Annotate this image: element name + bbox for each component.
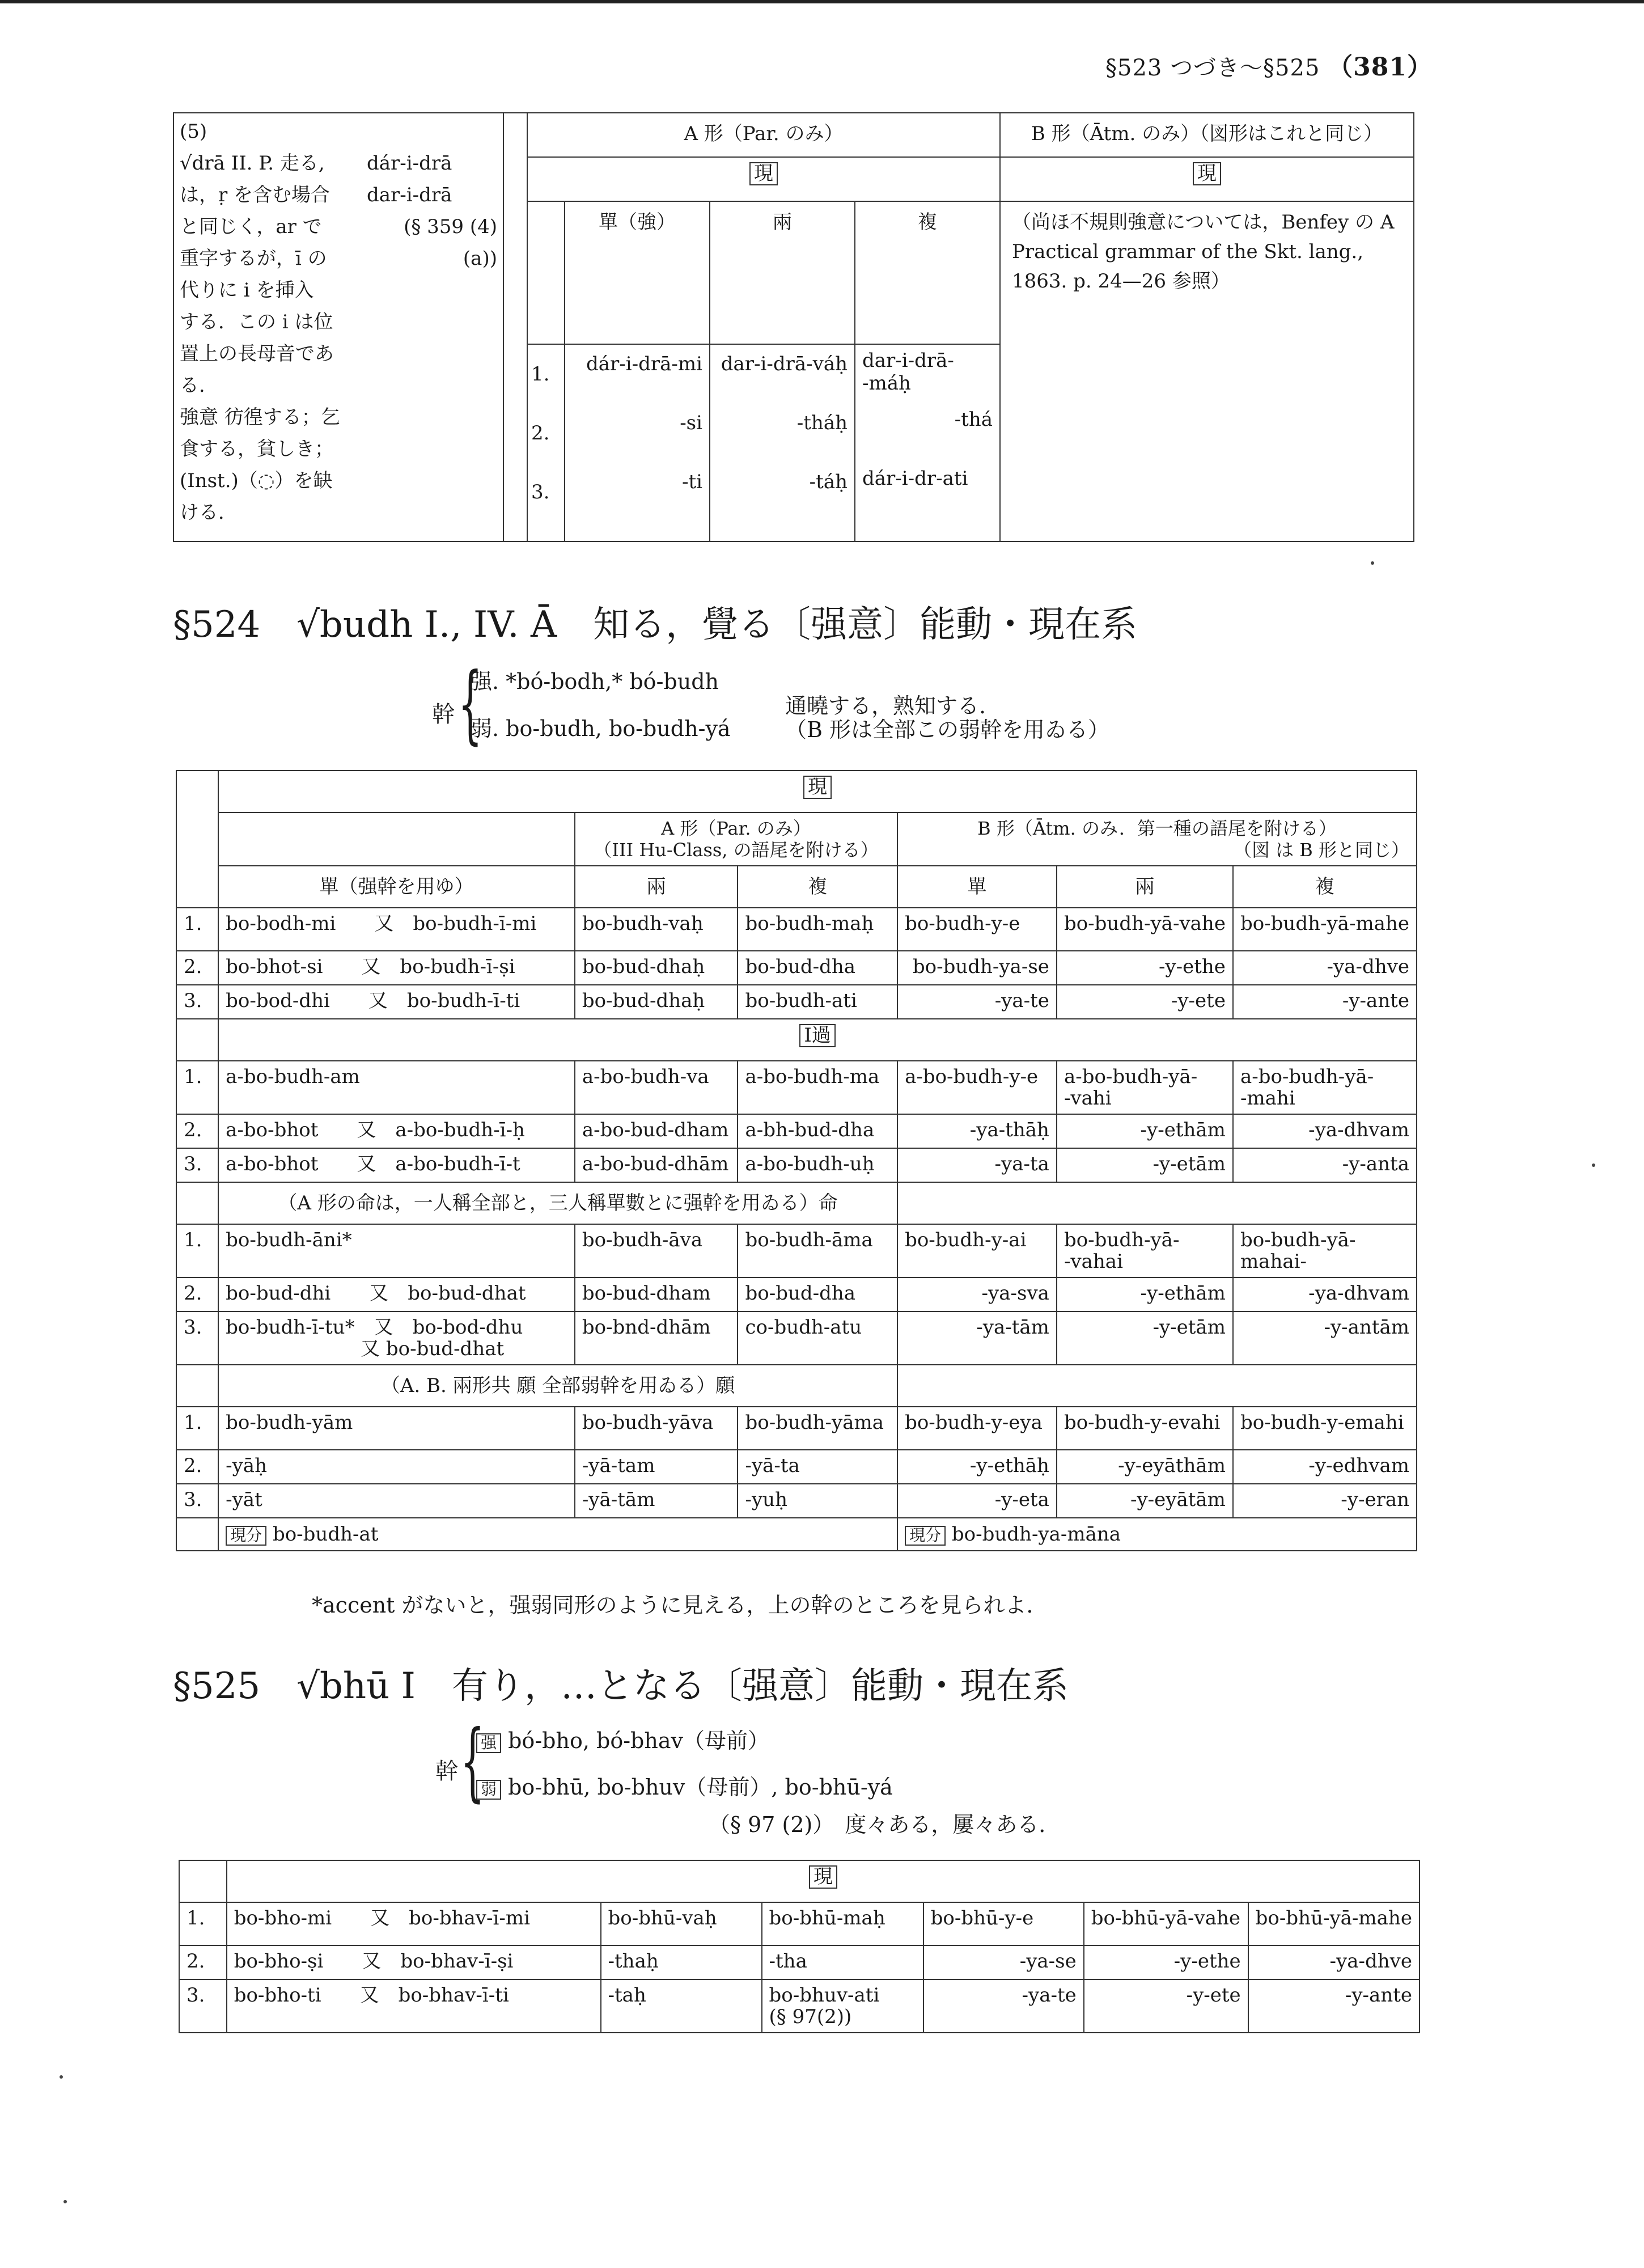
table-row xyxy=(179,1945,1420,1979)
form-cell: bo-bod-dhi 又 bo-budh-ī-ti xyxy=(218,985,575,1019)
form-line: (§ 359 (4) xyxy=(404,215,497,238)
form-cell: -yāt xyxy=(218,1484,575,1518)
section-525-title: §525 √bhū I 有り，…となる〔强意〕能動・現在系 xyxy=(173,1665,1069,1707)
form-cell: a-bo-bhot 又 a-bo-budh-ī-t xyxy=(218,1148,575,1182)
participle-b-form: bo-budh-ya-māna xyxy=(951,1523,1121,1546)
form-cell: -ya-sva xyxy=(897,1277,1057,1311)
row-number: 3. xyxy=(176,985,218,1019)
num-1: 1. xyxy=(531,363,550,386)
form-cell: bo-budh-yāma xyxy=(738,1407,897,1450)
t3-blank-corner xyxy=(179,1860,227,1902)
form-cell: -taḥ xyxy=(601,1979,762,2033)
participle-a-form: bo-budh-at xyxy=(272,1523,379,1546)
form-cell: bo-budh-ya-se xyxy=(897,951,1057,985)
form-cell: bo-budh-yā-vahe xyxy=(1057,908,1233,951)
du-forms xyxy=(710,344,855,541)
description-line: 重字するが，ī の xyxy=(180,247,327,270)
form-cell: bo-budh-yā-mahe xyxy=(1233,908,1417,951)
form-cell: a-bh-bud-dha xyxy=(738,1114,897,1148)
form-cell: bo-bhot-si 又 bo-budh-ī-ṣi xyxy=(218,951,575,985)
participle-a-label: 現分 xyxy=(226,1526,266,1546)
opt-label: （A. B. 兩形共 願 全部弱幹を用ゐる）願 xyxy=(218,1365,897,1407)
col-pl: 複 xyxy=(855,201,1000,344)
strong-box: 强 xyxy=(476,1733,501,1753)
participle-b xyxy=(897,1518,1417,1551)
row-number: 3. xyxy=(176,1484,218,1518)
table-row xyxy=(176,951,1417,985)
form-cell: -y-antām xyxy=(1233,1311,1417,1365)
page-number: （381） xyxy=(1328,53,1433,82)
table-row xyxy=(179,1979,1420,2033)
form-cell: bo-budh-y-ai xyxy=(897,1224,1057,1277)
form-cell: -yā-tam xyxy=(575,1450,738,1484)
form-cell: a-bo-bud-dham xyxy=(575,1114,738,1148)
form-cell: a-bo-budh-am xyxy=(218,1061,575,1114)
ref-525: （§ 97 (2)） 度々ある，屢々ある． xyxy=(709,1812,1061,1837)
form-cell: -ya-se xyxy=(923,1945,1084,1979)
form-cell: bo-budh-y-emahi xyxy=(1233,1407,1417,1450)
description-line: する．この i は位 xyxy=(180,311,333,333)
form-1pl: dar-i-drā- -máḥ xyxy=(862,349,954,395)
form-cell: -y-edhvam xyxy=(1233,1450,1417,1484)
description-line: ける． xyxy=(180,501,238,524)
form-cell: a-bo-budh-yā- -mahi xyxy=(1233,1061,1417,1114)
form-2sg: -si xyxy=(680,412,702,434)
description-line: (5) xyxy=(180,120,207,143)
form-cell: bo-budh-āni* xyxy=(218,1224,575,1277)
row-number: 2. xyxy=(176,951,218,985)
table-row xyxy=(176,1224,1417,1277)
section-524-title: §524 √budh I., IV. Ā 知る，覺る〔强意〕能動・現在系 xyxy=(173,604,1138,646)
form-cell: bo-budh-yā- mahai- xyxy=(1233,1224,1417,1277)
form-cell: bo-bhū-yā-mahe xyxy=(1248,1902,1420,1945)
row-number: 2. xyxy=(176,1450,218,1484)
blank-num-head xyxy=(527,201,565,344)
speck xyxy=(60,2075,63,2079)
form-cell: -tha xyxy=(762,1945,923,1979)
column-header: 單 xyxy=(897,866,1057,908)
meaning2-524: （B 形は全部この弱幹を用ゐる） xyxy=(785,717,1110,742)
form-line: dar-i-drā xyxy=(367,184,452,206)
form-cell: -y-eta xyxy=(897,1484,1057,1518)
form-cell: -y-anta xyxy=(1233,1148,1417,1182)
present-label-b: 現 xyxy=(1193,162,1221,185)
column-header: 兩 xyxy=(575,866,738,908)
row-number: 1. xyxy=(176,908,218,951)
form-1du: dar-i-drā-váḥ xyxy=(721,353,848,375)
top-rule xyxy=(0,0,1644,3)
description-line: は，ṛ を含む場合 xyxy=(180,184,331,206)
running-header xyxy=(1105,46,1433,83)
blank-corner xyxy=(176,771,218,908)
form-cell: -ya-te xyxy=(897,985,1057,1019)
form-cell: bo-budh-ati xyxy=(738,985,897,1019)
t2-a-header-line1: A 形（Par. のみ） xyxy=(661,818,811,839)
form-cell: bo-bho-ṣi 又 bo-bhav-ī-ṣi xyxy=(227,1945,601,1979)
form-cell: -ya-te xyxy=(923,1979,1084,2033)
brace-524: { xyxy=(458,655,482,754)
column-header: 單（强幹を用ゆ） xyxy=(218,866,575,908)
stem-strong-525 xyxy=(476,1724,769,1758)
form-cell: bo-bhuv-ati (§ 97(2)) xyxy=(762,1979,923,2033)
t2-a-header xyxy=(575,813,897,866)
meaning-524: 通曉する，熟知する. xyxy=(785,693,986,718)
num-3: 3. xyxy=(531,481,550,503)
form-cell: bo-bodh-mi 又 bo-budh-ī-mi xyxy=(218,908,575,951)
column-header: 兩 xyxy=(1057,866,1233,908)
blank-impv-b xyxy=(897,1182,1417,1224)
speck xyxy=(1371,561,1374,565)
footnote: *accent がないと，强弱同形のように見える，上の幹のところを見られよ． xyxy=(312,1593,1048,1618)
form-cell: -y-etām xyxy=(1057,1311,1233,1365)
table-row xyxy=(176,1407,1417,1450)
form-cell: bo-bud-dha xyxy=(738,951,897,985)
form-cell: -yuḥ xyxy=(738,1484,897,1518)
blank-opt xyxy=(176,1365,218,1407)
form-cell: a-bo-budh-ma xyxy=(738,1061,897,1114)
form-cell: -y-eyāthām xyxy=(1057,1450,1233,1484)
description-line: と同じく，ar で xyxy=(180,215,322,238)
description-line: 食する，貧しき； xyxy=(180,438,334,460)
table-row xyxy=(176,985,1417,1019)
form-cell: a-bo-bhot 又 a-bo-budh-ī-ḥ xyxy=(218,1114,575,1148)
stem-weak-525 xyxy=(476,1770,893,1805)
column-header: 複 xyxy=(1233,866,1417,908)
stem-label-525: 幹 xyxy=(435,1758,458,1784)
t2-present-label: 現 xyxy=(803,776,832,799)
row-number: 2. xyxy=(176,1277,218,1311)
sg-forms xyxy=(565,344,710,541)
form-cell: co-budh-atu xyxy=(738,1311,897,1365)
form-cell: bo-bud-dham xyxy=(575,1277,738,1311)
form-cell: -ya-dhvam xyxy=(1233,1277,1417,1311)
form-line: dár-i-drā xyxy=(367,152,452,175)
form-1sg: dár-i-drā-mi xyxy=(586,353,702,375)
form-cell: bo-bho-ti 又 bo-bhav-ī-ti xyxy=(227,1979,601,2033)
form-cell: bo-bhū-maḥ xyxy=(762,1902,923,1945)
form-cell: bo-budh-y-e xyxy=(897,908,1057,951)
table-bhu xyxy=(179,1860,1420,2033)
form-cell: bo-budh-yām xyxy=(218,1407,575,1450)
table-dra xyxy=(173,112,1414,542)
running-header-text: §523 つづき〜§525 xyxy=(1105,55,1320,81)
form-cell: bo-bud-dhi 又 bo-bud-dhat xyxy=(218,1277,575,1311)
form-cell: bo-bud-dha xyxy=(738,1277,897,1311)
row-number: 1. xyxy=(176,1224,218,1277)
t3-present-label: 現 xyxy=(809,1865,837,1889)
speck xyxy=(1592,1163,1595,1167)
table-budh xyxy=(176,770,1417,1551)
num-2: 2. xyxy=(531,422,550,445)
table-row xyxy=(176,1311,1417,1365)
t2-b-header-line2: （図 は B 形と同じ） xyxy=(1233,839,1409,861)
col-du: 兩 xyxy=(710,201,855,344)
participle-b-label: 現分 xyxy=(905,1526,946,1546)
weak-box: 弱 xyxy=(476,1780,501,1800)
row-number: 3. xyxy=(176,1311,218,1365)
form-cell: a-bo-bud-dhām xyxy=(575,1148,738,1182)
row-number: 3. xyxy=(179,1979,227,2033)
form-cell: -y-ethāḥ xyxy=(897,1450,1057,1484)
brace-525: { xyxy=(460,1712,485,1811)
description-line: 置上の長母音である． xyxy=(180,342,334,397)
form-cell: -ya-ta xyxy=(897,1148,1057,1182)
form-cell: bo-bhū-vaḥ xyxy=(601,1902,762,1945)
row-number: 1. xyxy=(179,1902,227,1945)
form-cell: -ya-dhve xyxy=(1248,1945,1420,1979)
form-cell: a-bo-budh-y-e xyxy=(897,1061,1057,1114)
table-row xyxy=(176,908,1417,951)
description-line: 代りに i を挿入 xyxy=(180,279,314,302)
row-number: 1. xyxy=(176,1407,218,1450)
table-row xyxy=(176,1484,1417,1518)
form-cell: bo-bnd-dhām xyxy=(575,1311,738,1365)
pl-forms xyxy=(855,344,1000,541)
a-header: A 形（Par. のみ） xyxy=(527,113,1000,157)
form-cell: -y-etām xyxy=(1057,1148,1233,1182)
impf-label: I過 xyxy=(799,1024,835,1047)
form-cell: bo-bud-dhaḥ xyxy=(575,951,738,985)
form-cell: -yāḥ xyxy=(218,1450,575,1484)
row-number: 2. xyxy=(179,1945,227,1979)
form-cell: -ya-tām xyxy=(897,1311,1057,1365)
form-cell: -y-ante xyxy=(1233,985,1417,1019)
b-header: B 形（Ātm. のみ）（図形はこれと同じ） xyxy=(1000,113,1414,157)
t2-b-header xyxy=(897,813,1417,866)
col-sg: 單（強） xyxy=(565,201,710,344)
form-cell: -y-eran xyxy=(1233,1484,1417,1518)
form-cell: -y-ete xyxy=(1084,1979,1248,2033)
form-cell: -thaḥ xyxy=(601,1945,762,1979)
form-cell: -ya-dhvam xyxy=(1233,1114,1417,1148)
description-line: 強意 彷徨する；乞 xyxy=(180,406,340,429)
form-3pl: dár-i-dr-ati xyxy=(862,467,968,490)
strong-forms: bó-bho, bó-bhav（母前） xyxy=(508,1728,769,1753)
form-cell: bo-budh-vaḥ xyxy=(575,908,738,951)
b-note: （尚ほ不規則強意については，Benfey の A Practical grammar of the Skt. lang., 1863. p. 24—26 参照） xyxy=(1000,201,1414,541)
table-row xyxy=(176,1450,1417,1484)
present-label-a: 現 xyxy=(749,162,778,185)
form-cell: a-bo-budh-uḥ xyxy=(738,1148,897,1182)
form-cell: -y-ethe xyxy=(1084,1945,1248,1979)
form-cell: bo-bho-mi 又 bo-bhav-ī-mi xyxy=(227,1902,601,1945)
speck xyxy=(63,2200,67,2203)
form-cell: bo-budh-āma xyxy=(738,1224,897,1277)
form-cell: -y-ethe xyxy=(1057,951,1233,985)
form-cell: -y-ethām xyxy=(1057,1114,1233,1148)
dra-description-cell xyxy=(173,113,503,541)
form-2pl: -thá xyxy=(954,408,993,431)
form-cell: bo-budh-āva xyxy=(575,1224,738,1277)
form-cell: a-bo-budh-yā- -vahi xyxy=(1057,1061,1233,1114)
t2-a-header-line2: （III Hu-Class, の語尾を附ける） xyxy=(594,839,879,861)
dra-forms xyxy=(367,116,497,528)
form-cell: bo-budh-y-evahi xyxy=(1057,1407,1233,1450)
form-cell: bo-budh-yā- -vahai xyxy=(1057,1224,1233,1277)
form-cell: bo-budh-ī-tu* 又 bo-bod-dhu 又 bo-bud-dhat xyxy=(218,1311,575,1365)
form-cell: -y-eyātām xyxy=(1057,1484,1233,1518)
blank-impf xyxy=(176,1019,218,1061)
blank-opt-b xyxy=(897,1365,1417,1407)
form-cell: bo-budh-yāva xyxy=(575,1407,738,1450)
dra-description xyxy=(180,116,367,528)
participle-a xyxy=(218,1518,897,1551)
table-row xyxy=(179,1902,1420,1945)
spacer-cell xyxy=(503,113,527,541)
form-cell: -yā-tām xyxy=(575,1484,738,1518)
column-header: 複 xyxy=(738,866,897,908)
form-cell: -ya-dhve xyxy=(1233,951,1417,985)
dra-nums xyxy=(527,344,565,541)
stem-label-524: 幹 xyxy=(432,701,455,727)
form-cell: -y-ante xyxy=(1248,1979,1420,2033)
form-cell: bo-bhū-y-e xyxy=(923,1902,1084,1945)
form-cell: -y-ete xyxy=(1057,985,1233,1019)
table-row xyxy=(176,1277,1417,1311)
form-3du: -táḥ xyxy=(809,471,848,493)
form-cell: bo-budh-y-eya xyxy=(897,1407,1057,1450)
table-row xyxy=(176,1114,1417,1148)
row-number: 2. xyxy=(176,1114,218,1148)
stem-weak-524: 弱. bo-budh, bo-budh-yá xyxy=(471,716,731,741)
form-line: (a)) xyxy=(463,247,497,270)
stem-strong-524: 强. *bó-bodh,* bó-budh xyxy=(471,669,719,694)
form-cell: -ya-thāḥ xyxy=(897,1114,1057,1148)
blank-head xyxy=(218,813,575,866)
form-2du: -tháḥ xyxy=(796,412,848,434)
weak-forms: bo-bhū, bo-bhuv（母前）, bo-bhū-yá xyxy=(508,1775,893,1800)
form-cell: bo-bhū-yā-vahe xyxy=(1084,1902,1248,1945)
form-cell: bo-budh-maḥ xyxy=(738,908,897,951)
form-cell: -yā-ta xyxy=(738,1450,897,1484)
blank-impv xyxy=(176,1182,218,1224)
table-row xyxy=(176,1148,1417,1182)
form-cell: bo-bud-dhaḥ xyxy=(575,985,738,1019)
impv-label: （A 形の命は，一人稱全部と，三人稱單數とに强幹を用ゐる）命 xyxy=(218,1182,897,1224)
t2-b-header-line1: B 形（Ātm. のみ．第一種の語尾を附ける） xyxy=(977,818,1337,839)
row-number: 1. xyxy=(176,1061,218,1114)
row-number: 3. xyxy=(176,1148,218,1182)
form-3sg: -ti xyxy=(681,471,702,493)
form-cell: a-bo-budh-va xyxy=(575,1061,738,1114)
form-cell: -y-ethām xyxy=(1057,1277,1233,1311)
blank-part xyxy=(176,1518,218,1551)
description-line: (Inst.)（◌）を缺 xyxy=(180,469,333,492)
table-row xyxy=(176,1061,1417,1114)
description-line: √drā II. P. 走る, xyxy=(180,152,325,175)
